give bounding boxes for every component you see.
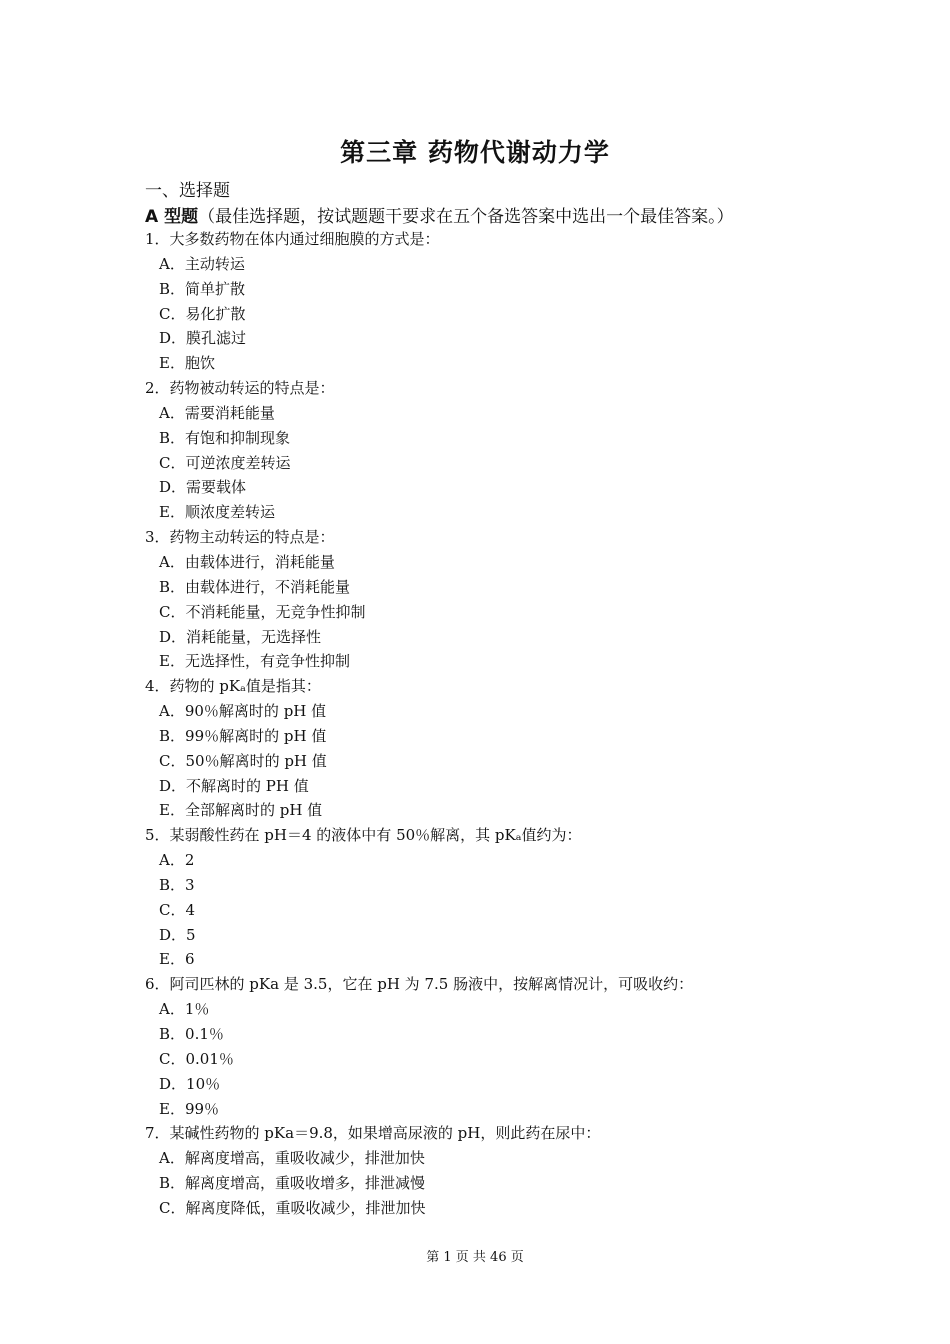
answer-option: A．主动转运 — [159, 254, 245, 273]
chapter-title: 第三章 药物代谢动力学 — [340, 138, 610, 167]
section-heading: 一、选择题 — [145, 181, 230, 201]
answer-option: E．胞饮 — [159, 354, 215, 373]
question-type-heading — [145, 202, 734, 227]
answer-option: C．4 — [159, 900, 196, 919]
question-stem: 7．某碱性药物的 pKa＝9.8，如果增高尿液的 pH，则此药在尿中： — [145, 1124, 601, 1143]
answer-option: A．解离度增高，重吸收减少，排泄加快 — [159, 1149, 425, 1168]
answer-option: A．需要消耗能量 — [159, 403, 275, 422]
question-stem: 6．阿司匹林的 pKa 是 3.5，它在 pH 为 7.5 肠液中，按解离情况计，可吸收约： — [145, 975, 694, 994]
answer-option: D．5 — [159, 925, 196, 944]
answer-option: A．1％ — [159, 1000, 210, 1019]
answer-option: C．易化扩散 — [159, 304, 246, 323]
answer-option: D．消耗能量，无选择性 — [159, 627, 322, 646]
answer-option: D．膜孔滤过 — [159, 329, 247, 348]
answer-option: C．0.01％ — [159, 1049, 234, 1068]
answer-option: B．3 — [159, 875, 195, 894]
question-stem: 2．药物被动转运的特点是： — [145, 379, 335, 398]
answer-option: E．无选择性，有竞争性抑制 — [159, 652, 350, 671]
answer-option: A．由载体进行，消耗能量 — [159, 552, 335, 571]
answer-option: C．可逆浓度差转运 — [159, 453, 291, 472]
question-stem: 5．某弱酸性药在 pH＝4 的液体中有 50％解离，其 pKₐ值约为： — [145, 826, 582, 845]
answer-option: A．2 — [159, 851, 195, 870]
question-stem: 3．药物主动转运的特点是： — [145, 528, 335, 547]
answer-option: E．99％ — [159, 1099, 220, 1118]
answer-option: B．由载体进行，不消耗能量 — [159, 577, 351, 596]
answer-option: C．50％解离时的 pH 值 — [159, 751, 327, 770]
question-stem: 1．大多数药物在体内通过细胞膜的方式是： — [145, 230, 440, 248]
answer-option: E．6 — [159, 950, 195, 969]
answer-option: B．有饱和抑制现象 — [159, 428, 291, 447]
answer-option: E．全部解离时的 pH 值 — [159, 801, 323, 820]
question-type-description: （最佳选择题，按试题题干要求在五个备选答案中选出一个最佳答案。） — [198, 207, 734, 227]
question-type-label: A 型题 — [145, 207, 199, 227]
answer-option: B．解离度增高，重吸收增多，排泄减慢 — [159, 1174, 426, 1193]
question-list — [145, 227, 845, 1221]
answer-option: C．解离度降低，重吸收减少，排泄加快 — [159, 1198, 426, 1217]
answer-option: B．99％解离时的 pH 值 — [159, 726, 327, 745]
page-footer: 第 1 页 共 46 页 — [426, 1250, 524, 1265]
answer-option: C．不消耗能量，无竞争性抑制 — [159, 602, 366, 621]
answer-option: D．需要载体 — [159, 478, 247, 497]
answer-option: E．顺浓度差转运 — [159, 503, 275, 522]
answer-option: B．简单扩散 — [159, 279, 246, 298]
answer-option: A．90％解离时的 pH 值 — [159, 702, 327, 721]
answer-option: B．0.1％ — [159, 1025, 224, 1043]
question-stem: 4．药物的 pKₐ值是指其： — [145, 677, 321, 696]
answer-option: D．10％ — [159, 1074, 221, 1093]
answer-option: D．不解离时的 PH 值 — [159, 776, 309, 795]
